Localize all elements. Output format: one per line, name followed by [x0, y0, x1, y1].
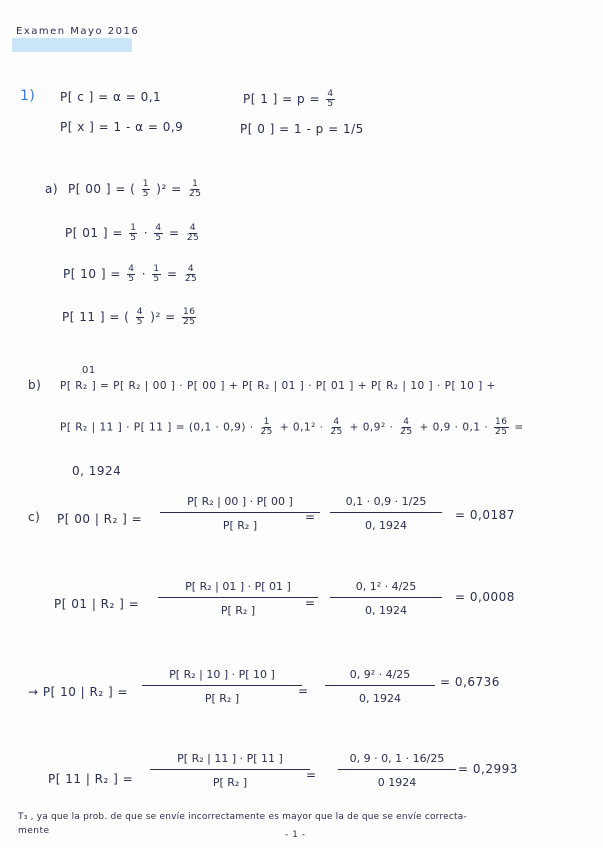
b-over-label: 01 — [82, 365, 96, 376]
c-frac2-11: 0, 9 · 0, 1 · 16/25 0 1924 — [338, 752, 456, 789]
part-b-label: b) — [28, 378, 42, 392]
b-line-1: P[ R₂ ] = P[ R₂ | 00 ] · P[ 00 ] + P[ R₂ | 01 ] · P[ 01 ] + P[ R₂ | 10 ] · P[ 10 ] + — [60, 380, 496, 392]
def-1: P[ 1 ] = p = $\frac{4}{5}$ — [243, 89, 334, 109]
c-res-10: = 0,6736 — [440, 675, 500, 689]
c-frac-01: P[ R₂ | 01 ] · P[ 01 ] P[ R₂ ] — [158, 580, 318, 617]
def-0: P[ 0 ] = 1 - p = 1/5 — [240, 122, 364, 136]
a-line-00: P[ 00 ] = ( $\frac{1}{5}$ )² = $\frac{1}{25}$ — [68, 179, 202, 199]
page-number: - 1 - — [285, 830, 306, 840]
a-line-11: P[ 11 ] = ( $\frac{4}{5}$ )² = $\frac{16}{25}$ — [62, 307, 196, 327]
def-x: P[ x ] = 1 - α = 0,9 — [60, 120, 184, 134]
problem-number: 1) — [20, 88, 36, 104]
b-line-2: P[ R₂ | 11 ] · P[ 11 ] = (0,1 · 0,9) · $\frac{1}{25}$ + 0,1² · $\frac{4}{25}$ + 0,9² · $\frac{4}{25}$ + 0,9 · 0,1 · $\frac{16}{25}$ = — [60, 417, 524, 437]
c-frac2-10: 0, 9² · 4/25 0, 1924 — [325, 668, 435, 705]
c-lhs-11: P[ 11 | R₂ ] = — [48, 772, 134, 786]
c-res-11: = 0,2993 — [458, 762, 518, 776]
def-c: P[ c ] = α = 0,1 — [60, 90, 162, 104]
conclusion-note: T₃ , ya que la prob. de que se envíe incorrectamente es mayor que la de que se envíe correcta- — [18, 812, 467, 822]
c-frac2-00: 0,1 · 0,9 · 1/25 0, 1924 — [330, 495, 442, 532]
c-frac-10: P[ R₂ | 10 ] · P[ 10 ] P[ R₂ ] — [142, 668, 302, 705]
exam-page: Examen Mayo 2016 1) P[ c ] = α = 0,1 P[ x ] = 1 - α = 0,9 P[ 1 ] = p = $\frac{4}{5}$ P[ 0 ] = 1 - p = 1/5 a) P[ 00 ] = ( $\frac{1}{5}$ )² = $\frac{1}{25}$ P[ 01 ] = $\frac{1}{5}$ · $\frac{4}{5}$ = $\frac{4}{25}$ P[ 10 ] = $\frac{4}{5}$ · $\frac{1}{5}$ = $\frac{4}{25}$ P[ 11 ] = ( $\frac{4}{5}$ )² = $\frac{16}{25}$ 01 b) P[ R₂ ] = P[ R₂ | 00 ] · P[ 00 ] + P[ R₂ | 01 ] · P[ 01 ] + P[ R₂ | 10 ] · P[ 10 ] + P[ R₂ | 11 ] · P[ 11 ] = (0,1 · 0,9) · $\frac{1}{25}$ + 0,1² · $\frac{4}{25}$ + 0,9² · $\frac{4}{25}$ + 0,9 · 0,1 · $\frac{16}{25}$ = 0, 1924 c) P[ 00 | R₂ ] = P[ R₂ | 00 ] · P[ 00 ] P[ R₂ ] = 0,1 · 0,9 · 1/25 0, 1924 = 0,0187 P[ 01 | R₂ ] = P[ R₂ | 01 ] · P[ 01 ] P[ R₂ ] = 0, 1² · 4/25 0, 1924 = 0,0008 → P[ 10 | R₂ ] = P[ R₂ | 10 ] · P[ 10 ] P[ R₂ ] = 0, 9² · 4/25 0, 1924 = 0,6736 P[ 11 | R₂ ] = P[ R₂ | 11 ] · P[ 11 ] P[ R₂ ] = 0, 9 · 0, 1 · 16/25 0 1924 = 0,2993 T₃ , ya que la prob. de que se envíe incorrectamente es mayor que la de que se envíe correcta- mente - 1 - — [0, 0, 603, 848]
a-line-10: P[ 10 ] = $\frac{4}{5}$ · $\frac{1}{5}$ = $\frac{4}{25}$ — [63, 264, 198, 284]
title-highlight — [12, 38, 132, 52]
c-res-01: = 0,0008 — [455, 590, 515, 604]
page-title: Examen Mayo 2016 — [16, 26, 140, 37]
c-res-00: = 0,0187 — [455, 508, 515, 522]
b-result: 0, 1924 — [72, 464, 122, 478]
conclusion-note-2: mente — [18, 826, 50, 836]
c-lhs-10: → P[ 10 | R₂ ] = — [28, 685, 129, 699]
c-frac-11: P[ R₂ | 11 ] · P[ 11 ] P[ R₂ ] — [150, 752, 310, 789]
a-line-01: P[ 01 ] = $\frac{1}{5}$ · $\frac{4}{5}$ = $\frac{4}{25}$ — [65, 223, 200, 243]
part-a-label: a) — [45, 182, 59, 196]
c-lhs-00: P[ 00 | R₂ ] = — [57, 512, 143, 526]
p-fraction: $\frac{4}{5}$ — [327, 89, 334, 109]
part-c-label: c) — [28, 510, 41, 524]
c-frac-00: P[ R₂ | 00 ] · P[ 00 ] P[ R₂ ] — [160, 495, 320, 532]
c-frac2-01: 0, 1² · 4/25 0, 1924 — [330, 580, 442, 617]
c-lhs-01: P[ 01 | R₂ ] = — [54, 597, 140, 611]
